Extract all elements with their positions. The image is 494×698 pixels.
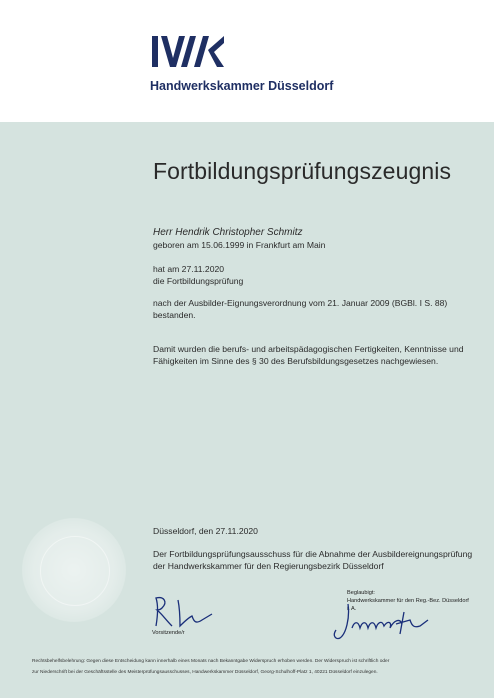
embossed-seal bbox=[22, 518, 126, 622]
certified-org: Handwerkskammer für den Reg.-Bez. Düsseldorf bbox=[347, 598, 469, 604]
header bbox=[0, 0, 494, 122]
birth-info: geboren am 15.06.1999 in Frankfurt am Main bbox=[153, 240, 326, 250]
holder-name: Herr Hendrik Christopher Schmitz bbox=[153, 227, 303, 238]
regulation: nach der Ausbilder-Eignungsverordnung vom 21. Januar 2009 (BGBl. I S. 88) bbox=[153, 298, 448, 308]
statement-line-1: Damit wurden die berufs- und arbeitspädagogischen Fertigkeiten, Kenntnisse und bbox=[153, 344, 464, 354]
certifier-signature bbox=[330, 598, 440, 648]
organization-name: Handwerkskammer Düsseldorf bbox=[150, 79, 334, 93]
chair-signature bbox=[150, 592, 220, 632]
place-date: Düsseldorf, den 27.11.2020 bbox=[153, 526, 258, 536]
certificate-title: Fortbildungsprüfungszeugnis bbox=[153, 158, 452, 184]
certified-label: Beglaubigt: bbox=[347, 590, 375, 596]
committee-line-1: Der Fortbildungsprüfungsausschuss für die Abnahme der Ausbildereignungsprüfung bbox=[153, 549, 473, 559]
exam-date: hat am 27.11.2020 bbox=[153, 264, 225, 274]
hwk-logo bbox=[148, 34, 228, 70]
passed-text: bestanden. bbox=[153, 310, 196, 320]
exam-type: die Fortbildungsprüfung bbox=[153, 276, 244, 286]
legal-notice-line-1: Rechtsbehelfsbelehrung: Gegen diese Entscheidung kann innerhalb eines Monats nach Bekanntgabe Widerspruch erhoben werden. Der Widerspruch ist schriftlich oder bbox=[32, 659, 390, 664]
legal-notice-line-2: zur Niederschrift bei der Geschäftsstelle des Meisterprüfungsausschusses, Handwerkskammer Düsseldorf, Georg-Schulhoff-Platz 1, 40221 Düsseldorf einzulegen. bbox=[32, 670, 378, 675]
statement-line-2: Fähigkeiten im Sinne des § 30 des Berufsbildungsgesetzes nachgewiesen. bbox=[153, 356, 439, 366]
committee-line-2: der Handwerkskammer für den Regierungsbezirk Düsseldorf bbox=[153, 561, 384, 571]
chair-label: Vorsitzende/r bbox=[152, 630, 185, 636]
certified-ia: i. A. bbox=[347, 606, 357, 612]
